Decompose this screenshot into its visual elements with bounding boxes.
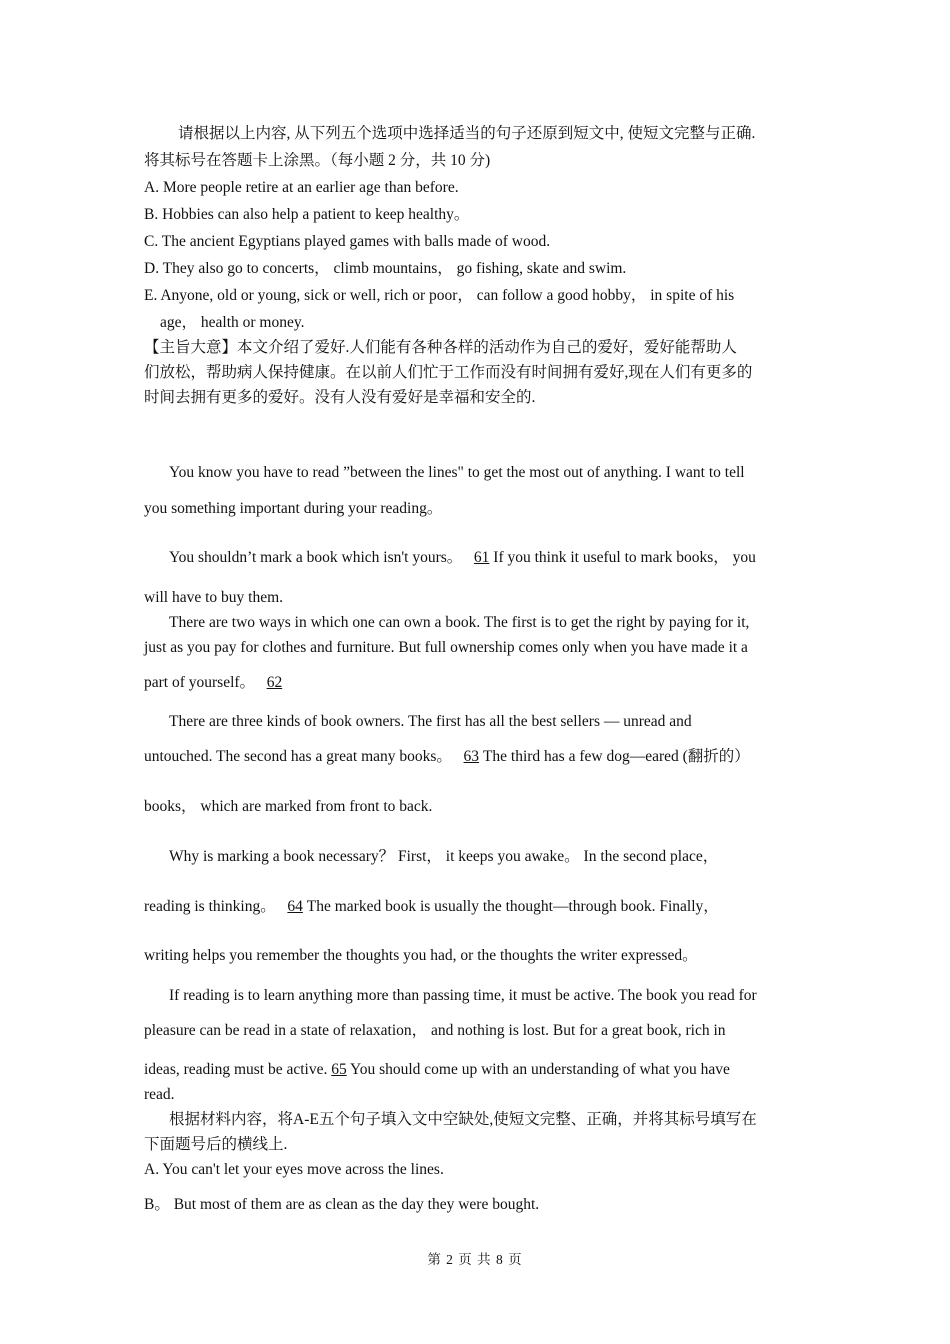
p3-line-1: There are two ways in which one can own a book. The first is to get the right by paying for it,: [169, 614, 750, 631]
option-e-continued: age， health or money.: [160, 314, 305, 331]
summary-line-2: 们放松，帮助病人保持健康。在以前人们忙于工作而没有时间拥有爱好,现在人们有更多的: [144, 364, 753, 381]
option-b: B. Hobbies can also help a patient to keep healthy。: [144, 206, 470, 223]
p4-text-b: untouched. The second has a great many books。: [144, 748, 452, 765]
blank-63: 63: [463, 748, 480, 765]
option-a: A. More people retire at an earlier age than before.: [144, 179, 459, 196]
p6-line-4: read.: [144, 1086, 175, 1103]
p3-line-3: [144, 673, 282, 693]
blank-61: 61: [473, 549, 490, 566]
option-d: D. They also go to concerts， climb mountains， go fishing, skate and swim.: [144, 260, 627, 277]
p6-line-3: [144, 1060, 730, 1080]
option-c: C. The ancient Egyptians played games with balls made of wood.: [144, 233, 551, 250]
blank-65: 65: [331, 1061, 347, 1078]
p6-text-c: ideas, reading must be active.: [144, 1061, 328, 1078]
p2-text-c: If you think it useful to mark books， you: [493, 549, 756, 566]
p2-text-a: You shouldn’t mark a book which isn't yours。: [169, 549, 463, 566]
p5-line-2: [144, 897, 719, 917]
blank-62: 62: [266, 674, 283, 691]
p5-text-c: The marked book is usually the thought—through book. Finally，: [306, 898, 719, 915]
blank-64: 64: [287, 898, 303, 915]
p4-line-2: [144, 747, 750, 767]
p4-line-3: books， which are marked from front to back.: [144, 798, 433, 815]
p6-line-1: If reading is to learn anything more than passing time, it must be active. The book you read for: [169, 987, 757, 1004]
p5-line-3: writing helps you remember the thoughts you had, or the thoughts the writer expressed。: [144, 947, 698, 964]
p1-line-2: you something important during your reading。: [144, 500, 443, 517]
instruction2-line-1: 根据材料内容，将A-E五个句子填入文中空缺处,使短文完整、正确，并将其标号填写在: [169, 1111, 757, 1128]
p1-line-1: You know you have to read ”between the lines" to get the most out of anything. I want to tell: [169, 464, 745, 481]
option2-b: B。 But most of them are as clean as the day they were bought.: [144, 1196, 540, 1213]
instruction-line-2: 将其标号在答题卡上涂黑。（每小题 2 分，共 10 分): [144, 152, 491, 169]
p6-text-d: You should come up with an understanding of what you have: [350, 1061, 730, 1078]
p4-line-1: There are three kinds of book owners. The first has all the best sellers — unread and: [169, 713, 692, 730]
p3-line-2: just as you pay for clothes and furniture. But full ownership comes only when you have made it a: [144, 639, 748, 656]
p2-line-1: [169, 548, 756, 568]
p2-line-2: will have to buy them.: [144, 589, 284, 606]
summary-line-1: 【主旨大意】本文介绍了爱好.人们能有各种各样的活动作为自己的爱好，爱好能帮助人: [144, 339, 737, 356]
option-e: E. Anyone, old or young, sick or well, rich or poor， can follow a good hobby， in spite of his: [144, 287, 735, 304]
p3-text-c: part of yourself。: [144, 674, 256, 691]
p6-line-2: pleasure can be read in a state of relaxation， and nothing is lost. But for a great book, rich in: [144, 1022, 726, 1039]
p5-line-1: Why is marking a book necessary？ First， it keeps you awake。 In the second place，: [169, 848, 719, 865]
instruction2-line-2: 下面题号后的横线上.: [144, 1136, 288, 1153]
option2-a: A. You can't let your eyes move across the lines.: [144, 1161, 444, 1178]
summary-line-3: 时间去拥有更多的爱好。没有人没有爱好是幸福和安全的.: [144, 389, 536, 406]
p5-text-b: reading is thinking。: [144, 898, 276, 915]
page-footer: 第 2 页 共 8 页: [427, 1252, 523, 1267]
p4-text-c: The third has a few dog—eared (翻折的）: [482, 748, 750, 765]
instruction-line-1: 请根据以上内容, 从下列五个选项中选择适当的句子还原到短文中, 使短文完整与正确.: [178, 125, 756, 142]
